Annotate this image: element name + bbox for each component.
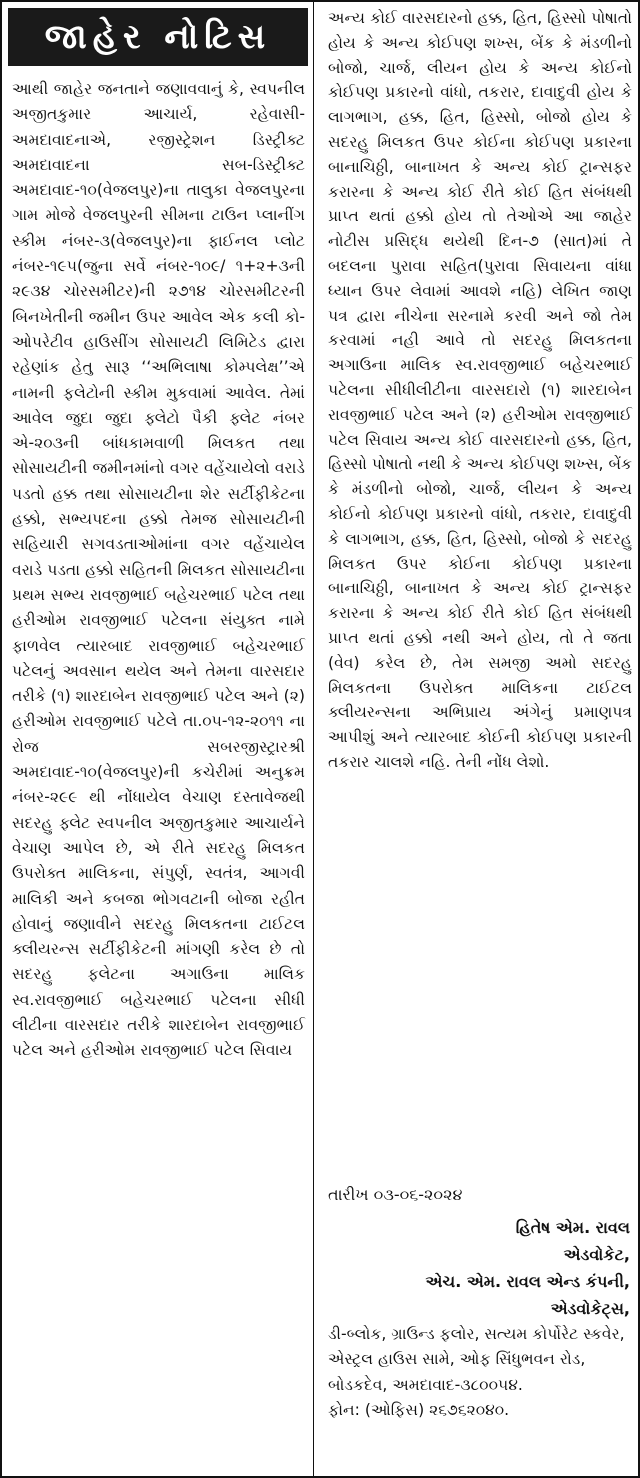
notice-title: જાહેર નોટિસ bbox=[8, 8, 308, 66]
firm-role: એડવોકેટ્સ, bbox=[550, 1299, 630, 1318]
signatory-name: હિતેષ એમ. રાવલ bbox=[515, 1218, 630, 1237]
notice-date: તારીખ ૦૩-૦૬-૨૦૨૪ bbox=[328, 1185, 463, 1204]
phone-number: ફોન: (ઓફિસ) ૨૬૭૬૨૦૪૦. bbox=[328, 1400, 510, 1419]
left-column bbox=[2, 2, 314, 1476]
address-block bbox=[328, 1322, 632, 1423]
right-column bbox=[314, 2, 640, 1476]
signatory-role: એડવોકેટ, bbox=[563, 1245, 630, 1264]
address-text: ડી-બ્લોક, ગ્રાઉન્ડ ફલોર, સત્યમ કોર્પોરેટ સ્કવેર, એસ્ટ્રલ હાઉસ સામે, ઓફ સિંધુભવન રોડ, બોડકદેવ, અમદાવાદ-૩૮૦૦૫૪. bbox=[328, 1325, 625, 1394]
notice-body-right: અન્ય કોઈ વારસદારનો હક્ક, હિત, હિસ્સો પોષાતો હોય કે અન્ય કોઈપણ શખ્સ, બેંક કે મંડળીનો બોજો, ચાર્જ, લીયન હોય કે અન્ય કોઈનો કોઈપણ પ્રકારનો વાંધો, તકરાર, દાવાદુવી હોય કે લાગભાગ, હક્ક, હિત, હિસ્સો, બોજો હોય કે સદરહુ મિલકત ઉપર કોઈના કોઈપણ પ્રકારના બાનાચિઠ્ઠી, બાનાખત કે અન્ય કોઈ ટ્રાન્સફર કરારના કે અન્ય કોઈ રીતે કોઈ હિત સંબંધથી પ્રાપ્ત થતાં હક્કો હોય તો તેઓએ આ જાહેર નોટીસ પ્રસિદ્ધ થયેથી દિન-૭ (સાત)માં તે બદલના પુરાવા સહિત(પુરાવા સિવાયના વાંધા ધ્યાન ઉપર લેવામાં આવશે નહિ) લેખિત જાણ પત્ર દ્વારા નીચેના સરનામે કરવી અને જો તેમ કરવામાં નહી આવે તો સદરહુ મિલકતના અગાઉના માલિક સ્વ.રાવજીભાઈ બહેચરભાઈ પટેલના સીધીલીટીના વારસદારો (૧) શારદાબેન રાવજીભાઈ પટેલ અને (૨) હરીઓમ રાવજીભાઈ પટેલ સિવાય અન્ય કોઈ વારસદારનો હક્ક, હિત, હિસ્સો પોષાતો નથી કે અન્ય કોઈપણ શખ્સ, બેંક કે મંડળીનો બોજો, ચાર્જ, લીયન કે અન્ય કોઈનો કોઈપણ પ્રકારનો વાંધો, તકરાર, દાવાદુવી કે લાગભાગ, હક્ક, હિત, હિસ્સો, બોજો કે સદરહુ મિલકત ઉપર કોઈના કોઈપણ પ્રકારના બાનાચિઠ્ઠી, બાનાખત કે અન્ય કોઈ ટ્રાન્સફર કરારના કે અન્ય કોઈ રીતે કોઈ હિત સંબંધથી પ્રાપ્ત થતાં હક્કો નથી અને હોય, તો તે જતા (વેવ) કરેલ છે, તેમ સમજી અમો સદરહુ મિલકતના ઉપરોક્ત માલિકના ટાઈટલ ક્લીયરન્સના અભિપ્રાય અંગેનું પ્રમાણપત્ર આપીશું અને ત્યારબાદ કોઈની કોઈપણ પ્રકારની તકરાર ચાલશે નહિ. તેની નોંધ લેશો. bbox=[328, 9, 632, 771]
notice-body-left: આથી જાહેર જનતાને જણાવવાનું કે, સ્વપનીલ અજીતકુમાર આચાર્ય, રહેવાસી-અમદાવાદનાએ, રજીસ્ટ્રેશન ડિસ્ટ્રીક્ટ અમદાવાદના સબ-ડિસ્ટ્રીક્ટ અમદાવાદ-૧૦(વેજલપુર)ના તાલુકા વેજલપુરના ગામ મોજે વેજલપુરની સીમના ટાઉન પ્લાનીંગ સ્કીમ નંબર-૩(વેજલપુર)ના ફાઈનલ પ્લોટ નંબર-૧૯૫(જુના સર્વે નંબર-૧૦૯/ ૧+૨+૩ની ૨૯૩૪ ચોરસમીટર)ની ૨૭૧૪ ચોરસમીટરની બિનખેતીની જમીન ઉપર આવેલ એક કલી કો-ઓપરેટીવ હાઉસીંગ સોસાયટી લિમિટેડ દ્વારા રહેણાંક હેતુ સારૂ ‘‘અભિલાષા કોમ્પલેક્ષ’’એ નામની ફલેટોની સ્કીમ મુકવામાં આવેલ. તેમાં આવેલ જુદા જુદા ફ્લેટો પૈકી ફ્લેટ નંબર એ-૨૦૩ની બાંધકામવાળી મિલકત તથા સોસાયટીની જમીનમાંનો વગર વહેંચાયેલો વરાડે પડતો હક્ક તથા સોસાયટીના શેર સર્ટીફીકેટના હક્કો, સભ્યપદના હક્કો તેમજ સોસાયટીની સહિયારી સગવડતાઓમાંના વગર વહેંચાયેલ વરાડે પડતા હક્કો સહિતની મિલકત સોસાયટીના પ્રથમ સભ્ય રાવજીભાઈ બહેચરભાઈ પટેલ તથા હરીઓમ રાવજીભાઈ પટેલના સંયુક્ત નામે ફાળવેલ ત્યારબાદ રાવજીભાઈ બહેચરભાઈ પટેલનું અવસાન થયેલ અને તેમના વારસદાર તરીકે (૧) શારદાબેન રાવજીભાઈ પટેલ અને (૨) હરીઓમ રાવજીભાઈ પટેલે તા.૦૫-૧૨-૨૦૧૧ ના રોજ સબરજીસ્ટ્રારશ્રી અમદાવાદ-૧૦(વેજલપુર)ની કચેરીમાં અનુક્રમ નંબર-૨૯૯ થી નોંધાયેલ વેચાણ દસ્તાવેજથી સદરહુ ફ્લેટ સ્વપનીલ અજીતકુમાર આચાર્યને વેચાણ આપેલ છે, એ રીતે સદરહુ મિલકત ઉપરોક્ત માલિકના, સંપુર્ણ, સ્વતંત્ર, આગવી માલિકી અને કબજા ભોગવટાની બોજા રહીત હોવાનું જણાવીને સદરહુ મિલકતના ટાઈટલ ક્લીયરન્સ સર્ટીફીકેટની માંગણી કરેલ છે તો સદરહુ ફલેટના અગાઉના માલિક સ્વ.રાવજીભાઈ બહેચરભાઈ પટેલના સીધી લીટીના વારસદાર તરીકે શારદાબેન રાવજીભાઈ પટેલ અને હરીઓમ રાવજીભાઈ પટેલ સિવાય bbox=[12, 80, 305, 1060]
signature-block bbox=[426, 1214, 630, 1322]
firm-name: એચ. એમ. રાવલ એન્ડ કંપની, bbox=[425, 1272, 630, 1291]
